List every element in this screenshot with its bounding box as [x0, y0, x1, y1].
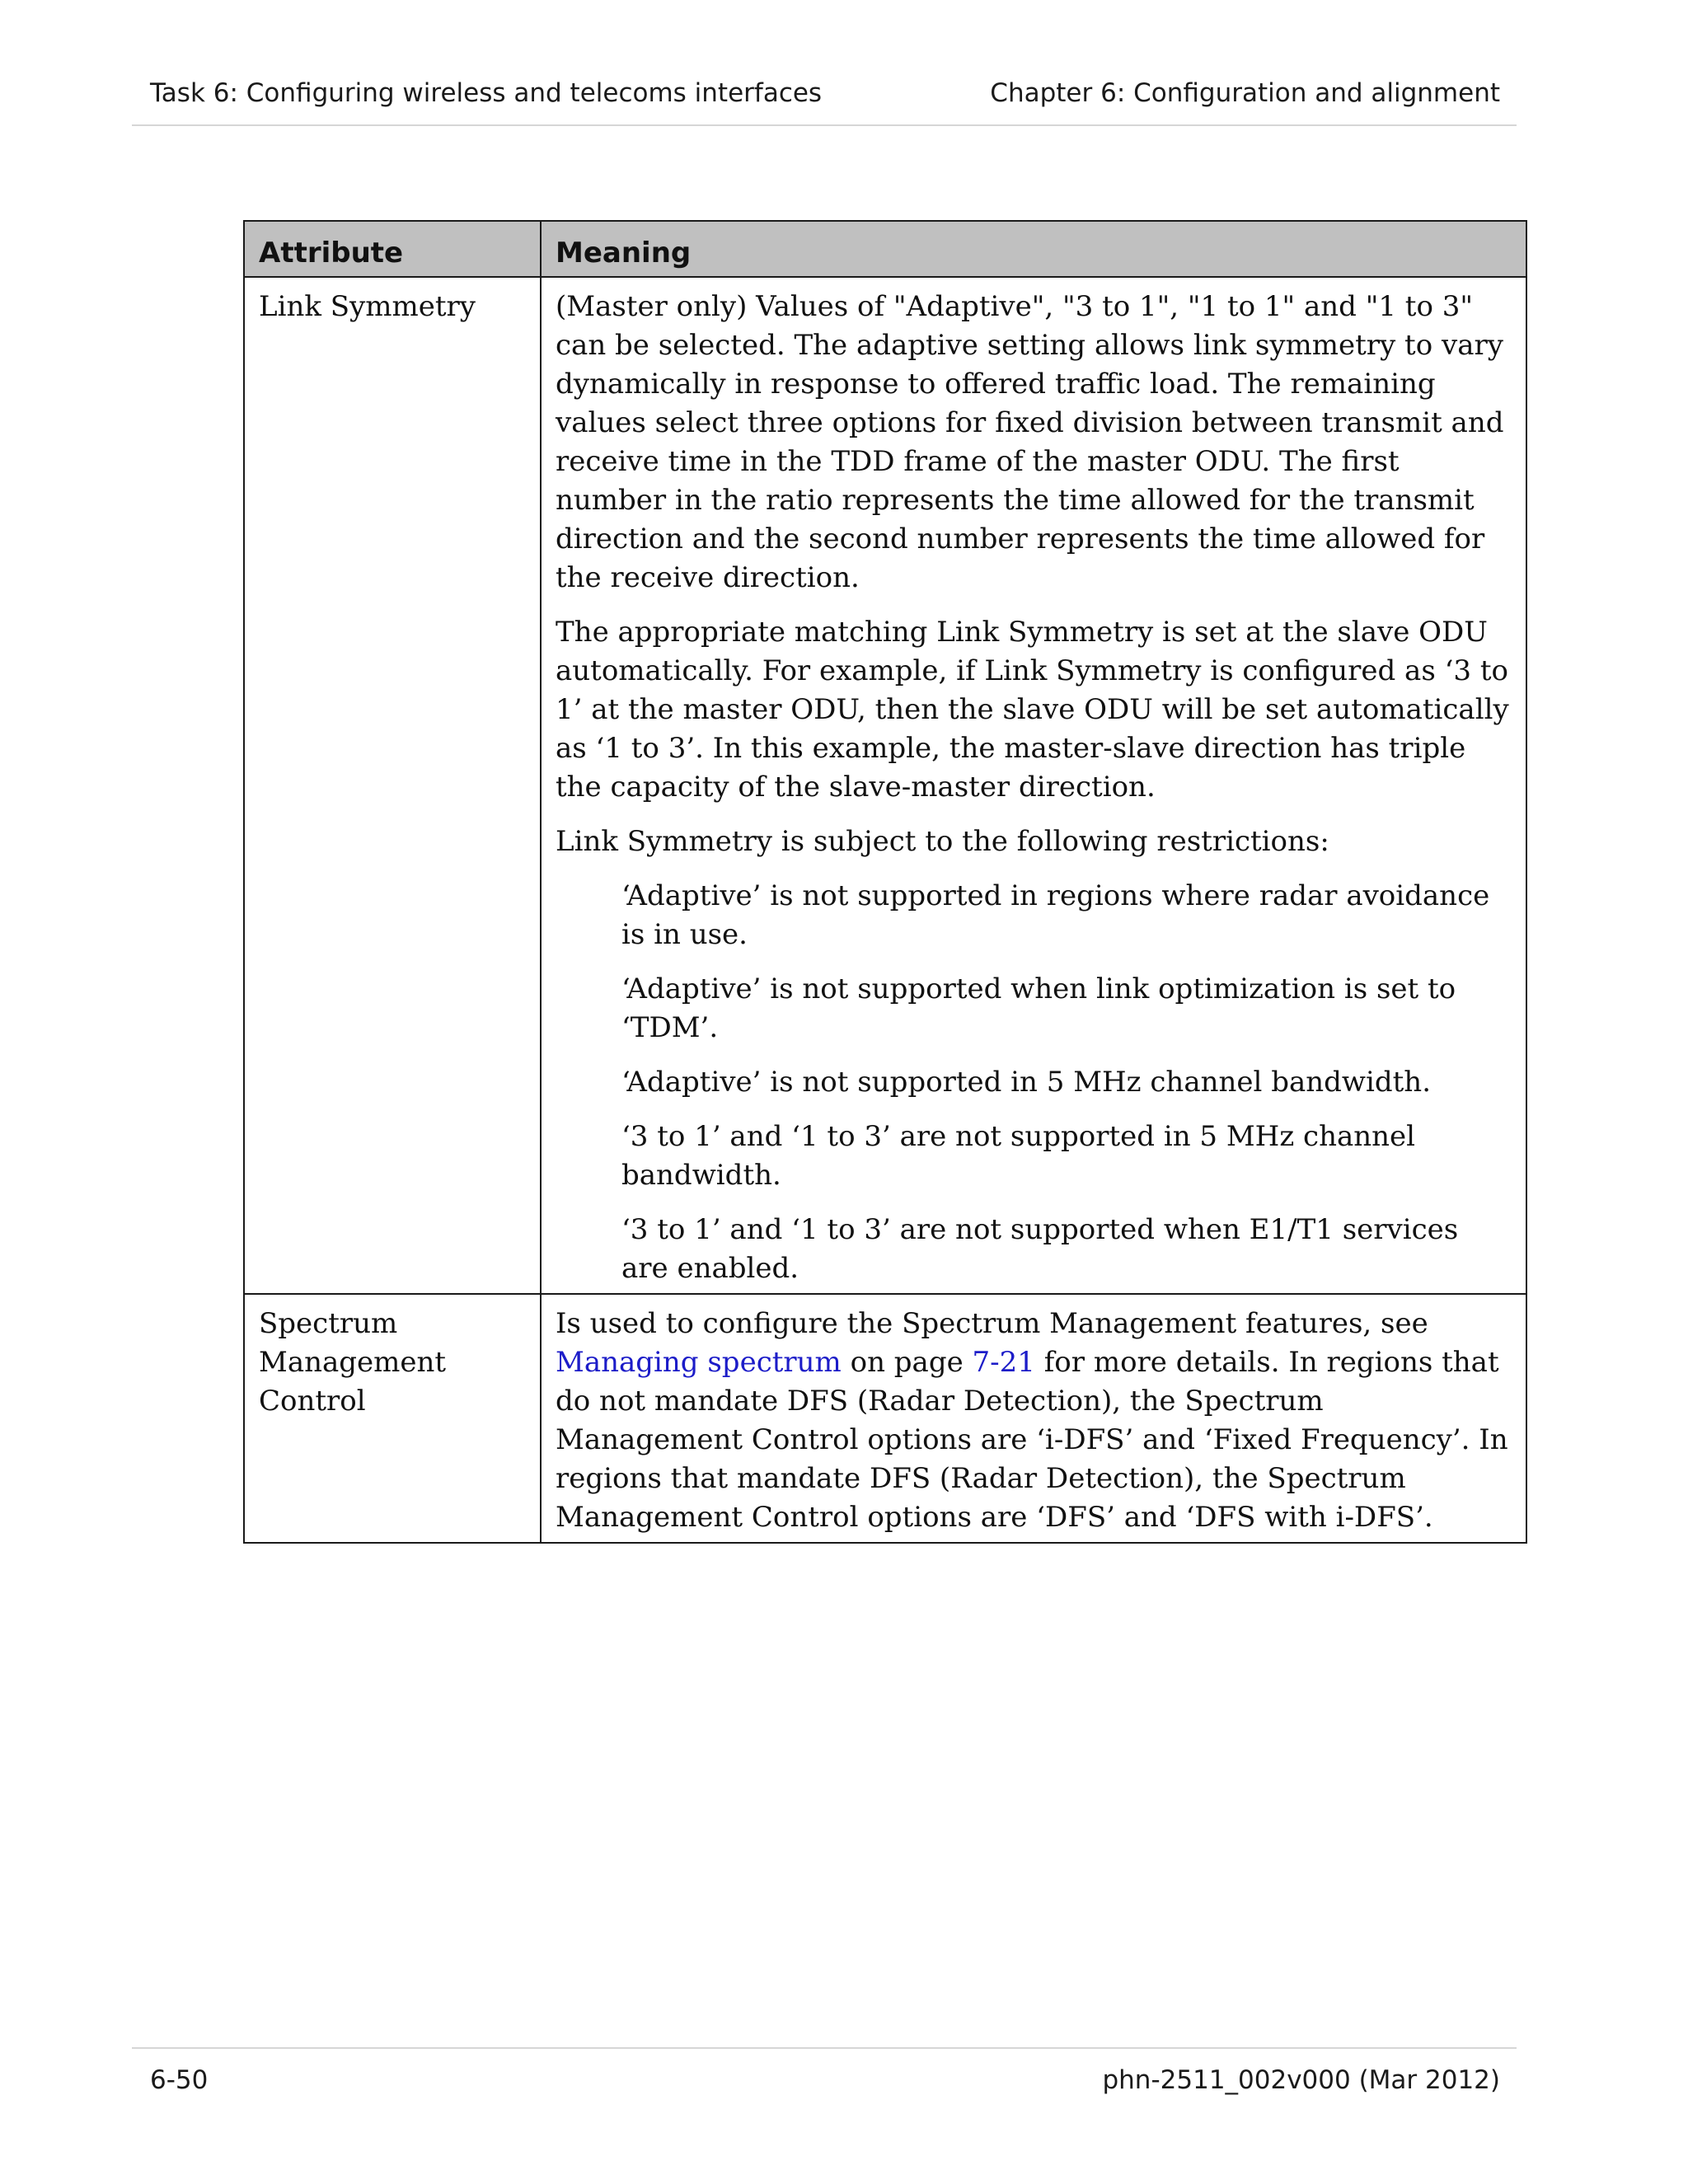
restriction-item: ‘3 to 1’ and ‘1 to 3’ are not supported when E1/T1 services are enabled.: [621, 1213, 1459, 1285]
attribute-cell: [244, 1294, 541, 1543]
column-header-meaning: Meaning: [541, 221, 1526, 277]
page-footer: [132, 2047, 1517, 2098]
table-header-row: [244, 221, 1526, 277]
page-number: 6-50: [150, 2065, 209, 2095]
meaning-paragraph: (Master only) Values of "Adaptive", "3 to 1", "1 to 1" and "1 to 3" can be selected. The adaptive setting allows link symmetry to vary dynamically in response to offered traffic load. The remaining values select three options for fixed division between transmit and receive time in the TDD frame of the master ODU. The first number in the ratio represents the time allowed for the transmit direction and the second number represents the time allowed for the receive direction.: [556, 290, 1504, 594]
meaning-paragraph: The appropriate matching Link Symmetry is set at the slave ODU automatically. For example, if Link Symmetry is configured as ‘3 to 1’ at the master ODU, then the slave ODU will be set automatically as ‘1 to 3’. In this example, the master-slave direction has triple the capacity of the slave-master direction.: [556, 616, 1509, 804]
header-chapter-title: Chapter 6: Configuration and alignment: [990, 78, 1500, 108]
restriction-item: ‘Adaptive’ is not supported when link optimization is set to ‘TDM’.: [621, 972, 1456, 1044]
meaning-paragraph: [556, 1305, 1512, 1537]
restriction-item: ‘Adaptive’ is not supported in 5 MHz channel bandwidth.: [621, 1066, 1431, 1099]
restriction-item: ‘Adaptive’ is not supported in regions where radar avoidance is in use.: [621, 879, 1490, 951]
attribute-name-line: Control: [259, 1385, 366, 1418]
attribute-name-line: Management: [259, 1346, 447, 1379]
attribute-table: [243, 220, 1527, 1544]
attribute-name: Link Symmetry: [259, 290, 476, 323]
meaning-text: for more details. In regions that do not mandate DFS (Radar Detection), the Spectrum Management Control options are ‘i-DFS’ and ‘Fixed Frequency’. In regions that mandate DFS (Radar Detection), the Spectrum Management Control options are ‘DFS’ and ‘DFS with i-DFS’.: [556, 1346, 1508, 1534]
document-id: phn-2511_002v000 (Mar 2012): [1102, 2065, 1500, 2095]
page-reference-link[interactable]: 7-21: [972, 1346, 1035, 1379]
managing-spectrum-link[interactable]: Managing spectrum: [556, 1346, 842, 1379]
restriction-item: ‘3 to 1’ and ‘1 to 3’ are not supported in 5 MHz channel bandwidth.: [621, 1120, 1416, 1192]
meaning-cell: [541, 1294, 1526, 1543]
table-row: [244, 277, 1526, 1294]
attribute-name-line: Spectrum: [259, 1307, 398, 1340]
meaning-paragraph: Link Symmetry is subject to the following restrictions:: [556, 825, 1329, 858]
column-header-attribute: Attribute: [244, 221, 541, 277]
table-row: [244, 1294, 1526, 1543]
meaning-text: on page: [841, 1346, 973, 1379]
meaning-cell: [541, 277, 1526, 1294]
attribute-cell: [244, 277, 541, 1294]
header-section-title: Task 6: Configuring wireless and telecoms interfaces: [150, 78, 823, 108]
meaning-text: Is used to configure the Spectrum Management features, see: [556, 1307, 1428, 1340]
page-header: [132, 0, 1517, 126]
